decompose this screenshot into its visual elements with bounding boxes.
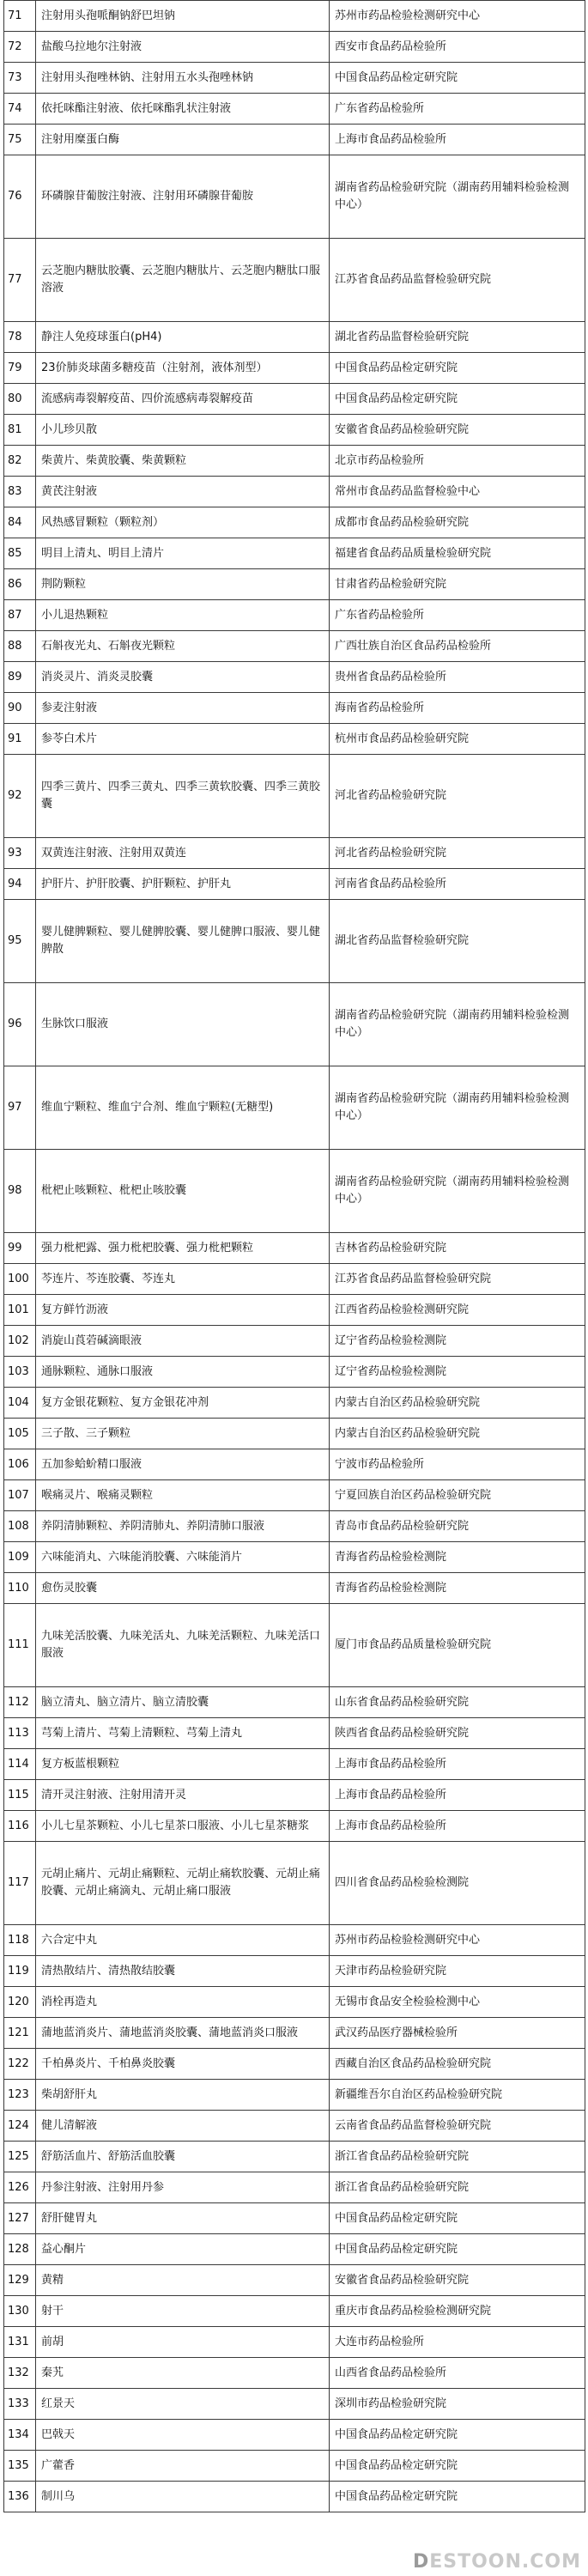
- testing-institution: 江西省药品检验检测研究院: [330, 1295, 585, 1326]
- row-number: 123: [4, 2080, 36, 2111]
- testing-institution: 青岛市食品药品检验研究院: [330, 1511, 585, 1542]
- product-name: 清热散结片、清热散结胶囊: [36, 1956, 330, 1987]
- product-name: 养阴清肺颗粒、养阴清肺丸、养阴清肺口服液: [36, 1511, 330, 1542]
- table-row: [4, 900, 585, 983]
- testing-institution: 贵州省食品药品检验所: [330, 662, 585, 693]
- row-number: 93: [4, 838, 36, 869]
- testing-institution: 中国食品药品检定研究院: [330, 63, 585, 94]
- product-name: 石斛夜光丸、石斛夜光颗粒: [36, 631, 330, 662]
- testing-institution: 内蒙古自治区药品检验研究院: [330, 1388, 585, 1419]
- testing-institution: 厦门市食品药品质量检验研究院: [330, 1604, 585, 1687]
- row-number: 73: [4, 63, 36, 94]
- table-row: [4, 1604, 585, 1687]
- table-row: [4, 2482, 585, 2512]
- table-row: [4, 446, 585, 477]
- testing-institution: 新疆维吾尔自治区药品检验研究院: [330, 2080, 585, 2111]
- product-name: 丹参注射液、注射用丹参: [36, 2172, 330, 2203]
- testing-institution: 广东省药品检验所: [330, 600, 585, 631]
- testing-institution: 内蒙古自治区药品检验研究院: [330, 1419, 585, 1449]
- testing-institution: 上海市食品药品检验所: [330, 125, 585, 155]
- testing-institution: 成都市食品药品检验研究院: [330, 507, 585, 538]
- product-name: 护肝片、护肝胶囊、护肝颗粒、护肝丸: [36, 869, 330, 900]
- testing-institution: 上海市食品药品检验所: [330, 1811, 585, 1842]
- row-number: 74: [4, 94, 36, 125]
- table-row: [4, 755, 585, 838]
- row-number: 95: [4, 900, 36, 983]
- product-name: 脑立清丸、脑立清片、脑立清胶囊: [36, 1687, 330, 1718]
- testing-institution: 福建省食品药品质量检验研究院: [330, 538, 585, 569]
- row-number: 82: [4, 446, 36, 477]
- product-name: 参苓白术片: [36, 724, 330, 755]
- row-number: 111: [4, 1604, 36, 1687]
- row-number: 100: [4, 1264, 36, 1295]
- testing-institution: 甘肃省药品检验研究院: [330, 569, 585, 600]
- product-name: 九味羌活胶囊、九味羌活丸、九味羌活颗粒、九味羌活口服液: [36, 1604, 330, 1687]
- table-row: [4, 1511, 585, 1542]
- table-row: [4, 1542, 585, 1573]
- table-row: [4, 32, 585, 63]
- testing-institution: 西安市食品药品检验所: [330, 32, 585, 63]
- row-number: 120: [4, 1987, 36, 2018]
- row-number: 101: [4, 1295, 36, 1326]
- product-name: 注射用头孢哌酮钠舒巴坦钠: [36, 1, 330, 32]
- product-name: 元胡止痛片、元胡止痛颗粒、元胡止痛软胶囊、元胡止痛胶囊、元胡止痛滴丸、元胡止痛口服液: [36, 1842, 330, 1925]
- product-name: 前胡: [36, 2327, 330, 2358]
- testing-institution: 陕西省食品药品检验研究院: [330, 1718, 585, 1749]
- product-name: 广藿香: [36, 2451, 330, 2482]
- row-number: 121: [4, 2018, 36, 2049]
- product-name: 舒肝健胃丸: [36, 2203, 330, 2234]
- table-row: [4, 1449, 585, 1480]
- table-row: [4, 538, 585, 569]
- table-row: [4, 600, 585, 631]
- row-number: 118: [4, 1925, 36, 1956]
- product-name: 盐酸乌拉地尔注射液: [36, 32, 330, 63]
- table-row: [4, 125, 585, 155]
- table-row: [4, 1956, 585, 1987]
- table-row: [4, 384, 585, 415]
- table-row: [4, 2172, 585, 2203]
- product-name: 芎菊上清片、芎菊上清颗粒、芎菊上清丸: [36, 1718, 330, 1749]
- product-name: 制川乌: [36, 2482, 330, 2512]
- row-number: 110: [4, 1573, 36, 1604]
- row-number: 102: [4, 1326, 36, 1357]
- row-number: 117: [4, 1842, 36, 1925]
- testing-institution: 山西省食品药品检验所: [330, 2358, 585, 2389]
- testing-institution: 苏州市药品检验检测研究中心: [330, 1, 585, 32]
- row-number: 96: [4, 983, 36, 1066]
- table-row: [4, 1687, 585, 1718]
- row-number: 89: [4, 662, 36, 693]
- row-number: 104: [4, 1388, 36, 1419]
- product-name: 静注人免疫球蛋白(pH4): [36, 322, 330, 353]
- testing-institution: 苏州市药品检验检测研究中心: [330, 1925, 585, 1956]
- product-name: 枇杷止咳颗粒、枇杷止咳胶囊: [36, 1150, 330, 1233]
- table-row: [4, 1573, 585, 1604]
- product-name: 巴戟天: [36, 2420, 330, 2451]
- product-name: 红景天: [36, 2389, 330, 2420]
- product-name: 五加参蛤蚧精口服液: [36, 1449, 330, 1480]
- row-number: 119: [4, 1956, 36, 1987]
- product-name: 注射用头孢唑林钠、注射用五水头孢唑林钠: [36, 63, 330, 94]
- row-number: 122: [4, 2049, 36, 2080]
- testing-institution: 重庆市食品药品检验检测研究院: [330, 2296, 585, 2327]
- table-row: [4, 415, 585, 446]
- table-row: [4, 662, 585, 693]
- row-number: 131: [4, 2327, 36, 2358]
- testing-institution: 上海市食品药品检验所: [330, 1749, 585, 1780]
- product-name: 小儿珍贝散: [36, 415, 330, 446]
- row-number: 78: [4, 322, 36, 353]
- product-name: 芩连片、芩连胶囊、芩连丸: [36, 1264, 330, 1295]
- row-number: 90: [4, 693, 36, 724]
- table-row: [4, 2203, 585, 2234]
- product-name: 柴黄片、柴黄胶囊、柴黄颗粒: [36, 446, 330, 477]
- table-row: [4, 1357, 585, 1388]
- product-name: 通脉颗粒、通脉口服液: [36, 1357, 330, 1388]
- table-row: [4, 1295, 585, 1326]
- product-name: 复方鲜竹沥液: [36, 1295, 330, 1326]
- table-row: [4, 507, 585, 538]
- table-row: [4, 1780, 585, 1811]
- row-number: 126: [4, 2172, 36, 2203]
- table-row: [4, 2358, 585, 2389]
- row-number: 97: [4, 1066, 36, 1150]
- product-name: 喉痛灵片、喉痛灵颗粒: [36, 1480, 330, 1511]
- product-name: 婴儿健脾颗粒、婴儿健脾胶囊、婴儿健脾口服液、婴儿健脾散: [36, 900, 330, 983]
- testing-institution: 海南省药品检验所: [330, 693, 585, 724]
- table-row: [4, 1388, 585, 1419]
- product-name: 黄芪注射液: [36, 477, 330, 507]
- site-watermark: DESTOON.COM: [412, 2551, 581, 2573]
- testing-institution: 大连市药品检验所: [330, 2327, 585, 2358]
- product-name: 消旋山莨菪碱滴眼液: [36, 1326, 330, 1357]
- testing-institution: 中国食品药品检定研究院: [330, 384, 585, 415]
- row-number: 114: [4, 1749, 36, 1780]
- table-row: [4, 1, 585, 32]
- testing-institution: 湖北省药品监督检验研究院: [330, 900, 585, 983]
- testing-institution: 河南省食品药品检验所: [330, 869, 585, 900]
- product-name: 依托咪酯注射液、依托咪酯乳状注射液: [36, 94, 330, 125]
- table-row: [4, 2049, 585, 2080]
- testing-institution: 广西壮族自治区食品药品检验所: [330, 631, 585, 662]
- table-row: [4, 2296, 585, 2327]
- testing-institution: 中国食品药品检定研究院: [330, 2420, 585, 2451]
- testing-institution: 浙江省食品药品检验研究院: [330, 2142, 585, 2172]
- table-row: [4, 477, 585, 507]
- row-number: 133: [4, 2389, 36, 2420]
- product-name: 明目上清丸、明目上清片: [36, 538, 330, 569]
- table-row: [4, 2420, 585, 2451]
- row-number: 88: [4, 631, 36, 662]
- row-number: 77: [4, 239, 36, 322]
- testing-institution: 天津市药品检验研究院: [330, 1956, 585, 1987]
- table-row: [4, 631, 585, 662]
- table-row: [4, 838, 585, 869]
- table-row: [4, 1987, 585, 2018]
- row-number: 103: [4, 1357, 36, 1388]
- table-row: [4, 983, 585, 1066]
- testing-institution: 青海省药品检验检测院: [330, 1573, 585, 1604]
- row-number: 85: [4, 538, 36, 569]
- testing-institution: 安徽省食品药品检验研究院: [330, 2265, 585, 2296]
- inspection-table: [3, 0, 585, 2512]
- testing-institution: 湖南省药品检验研究院（湖南药用辅料检验检测中心）: [330, 1066, 585, 1150]
- table-row: [4, 94, 585, 125]
- product-name: 蒲地蓝消炎片、蒲地蓝消炎胶囊、蒲地蓝消炎口服液: [36, 2018, 330, 2049]
- row-number: 76: [4, 155, 36, 239]
- testing-institution: 宁波市药品检验所: [330, 1449, 585, 1480]
- testing-institution: 四川省食品药品检验检测院: [330, 1842, 585, 1925]
- row-number: 86: [4, 569, 36, 600]
- table-row: [4, 239, 585, 322]
- row-number: 87: [4, 600, 36, 631]
- testing-institution: 辽宁省药品检验检测院: [330, 1326, 585, 1357]
- row-number: 112: [4, 1687, 36, 1718]
- table-row: [4, 1811, 585, 1842]
- product-name: 舒筋活血片、舒筋活血胶囊: [36, 2142, 330, 2172]
- table-row: [4, 2265, 585, 2296]
- testing-institution: 上海市食品药品检验所: [330, 1780, 585, 1811]
- product-name: 清开灵注射液、注射用清开灵: [36, 1780, 330, 1811]
- table-row: [4, 1326, 585, 1357]
- row-number: 80: [4, 384, 36, 415]
- row-number: 106: [4, 1449, 36, 1480]
- row-number: 136: [4, 2482, 36, 2512]
- testing-institution: 深圳市药品检验研究院: [330, 2389, 585, 2420]
- product-name: 双黄连注射液、注射用双黄连: [36, 838, 330, 869]
- row-number: 113: [4, 1718, 36, 1749]
- testing-institution: 河北省药品检验研究院: [330, 755, 585, 838]
- product-name: 23价肺炎球菌多糖疫苗（注射剂，液体剂型）: [36, 353, 330, 384]
- product-name: 强力枇杷露、强力枇杷胶囊、强力枇杷颗粒: [36, 1233, 330, 1264]
- row-number: 128: [4, 2234, 36, 2265]
- product-name: 三子散、三子颗粒: [36, 1419, 330, 1449]
- row-number: 105: [4, 1419, 36, 1449]
- row-number: 91: [4, 724, 36, 755]
- product-name: 风热感冒颗粒（颗粒剂）: [36, 507, 330, 538]
- product-name: 环磷腺苷葡胺注射液、注射用环磷腺苷葡胺: [36, 155, 330, 239]
- product-name: 秦艽: [36, 2358, 330, 2389]
- row-number: 116: [4, 1811, 36, 1842]
- product-name: 益心酮片: [36, 2234, 330, 2265]
- product-name: 流感病毒裂解疫苗、四价流感病毒裂解疫苗: [36, 384, 330, 415]
- table-row: [4, 693, 585, 724]
- table-body: [4, 1, 585, 2512]
- testing-institution: 无锡市食品安全检验检测中心: [330, 1987, 585, 2018]
- table-row: [4, 2234, 585, 2265]
- row-number: 107: [4, 1480, 36, 1511]
- product-name: 消栓再造丸: [36, 1987, 330, 2018]
- testing-institution: 北京市药品检验所: [330, 446, 585, 477]
- table-row: [4, 2327, 585, 2358]
- testing-institution: 湖南省药品检验研究院（湖南药用辅料检验检测中心）: [330, 983, 585, 1066]
- product-name: 维血宁颗粒、维血宁合剂、维血宁颗粒(无糖型): [36, 1066, 330, 1150]
- row-number: 99: [4, 1233, 36, 1264]
- testing-institution: 江苏省食品药品监督检验研究院: [330, 1264, 585, 1295]
- row-number: 135: [4, 2451, 36, 2482]
- product-name: 愈伤灵胶囊: [36, 1573, 330, 1604]
- row-number: 75: [4, 125, 36, 155]
- table-row: [4, 1749, 585, 1780]
- product-name: 复方金银花颗粒、复方金银花冲剂: [36, 1388, 330, 1419]
- table-row: [4, 569, 585, 600]
- product-name: 注射用糜蛋白酶: [36, 125, 330, 155]
- product-name: 小儿退热颗粒: [36, 600, 330, 631]
- product-name: 柴胡舒肝丸: [36, 2080, 330, 2111]
- table-row: [4, 724, 585, 755]
- row-number: 81: [4, 415, 36, 446]
- product-name: 荆防颗粒: [36, 569, 330, 600]
- table-row: [4, 155, 585, 239]
- table-row: [4, 2080, 585, 2111]
- product-name: 六味能消丸、六味能消胶囊、六味能消片: [36, 1542, 330, 1573]
- product-name: 参麦注射液: [36, 693, 330, 724]
- row-number: 72: [4, 32, 36, 63]
- testing-institution: 中国食品药品检定研究院: [330, 2451, 585, 2482]
- table-row: [4, 2111, 585, 2142]
- row-number: 125: [4, 2142, 36, 2172]
- table-row: [4, 1150, 585, 1233]
- row-number: 79: [4, 353, 36, 384]
- table-row: [4, 2451, 585, 2482]
- product-name: 小儿七星茶颗粒、小儿七星茶口服液、小儿七星茶糖浆: [36, 1811, 330, 1842]
- testing-institution: 湖南省药品检验研究院（湖南药用辅料检验检测中心）: [330, 1150, 585, 1233]
- testing-institution: 中国食品药品检定研究院: [330, 2203, 585, 2234]
- product-name: 黄精: [36, 2265, 330, 2296]
- row-number: 115: [4, 1780, 36, 1811]
- row-number: 109: [4, 1542, 36, 1573]
- testing-institution: 安徽省食品药品检验研究院: [330, 415, 585, 446]
- testing-institution: 云南省食品药品监督检验研究院: [330, 2111, 585, 2142]
- row-number: 83: [4, 477, 36, 507]
- testing-institution: 中国食品药品检定研究院: [330, 2482, 585, 2512]
- testing-institution: 杭州市食品药品检验研究院: [330, 724, 585, 755]
- row-number: 94: [4, 869, 36, 900]
- product-name: 复方板蓝根颗粒: [36, 1749, 330, 1780]
- table-row: [4, 869, 585, 900]
- testing-institution: 吉林省药品检验研究院: [330, 1233, 585, 1264]
- testing-institution: 辽宁省药品检验检测院: [330, 1357, 585, 1388]
- product-name: 四季三黄片、四季三黄丸、四季三黄软胶囊、四季三黄胶囊: [36, 755, 330, 838]
- testing-institution: 西藏自治区食品药品检验研究院: [330, 2049, 585, 2080]
- product-name: 射干: [36, 2296, 330, 2327]
- testing-institution: 湖南省药品检验研究院（湖南药用辅料检验检测中心）: [330, 155, 585, 239]
- testing-institution: 武汉药品医疗器械检验所: [330, 2018, 585, 2049]
- table-row: [4, 1233, 585, 1264]
- testing-institution: 河北省药品检验研究院: [330, 838, 585, 869]
- testing-institution: 浙江省食品药品检验研究院: [330, 2172, 585, 2203]
- table-row: [4, 2142, 585, 2172]
- row-number: 132: [4, 2358, 36, 2389]
- product-name: 千柏鼻炎片、千柏鼻炎胶囊: [36, 2049, 330, 2080]
- table-row: [4, 1066, 585, 1150]
- testing-institution: 湖北省药品监督检验研究院: [330, 322, 585, 353]
- testing-institution: 中国食品药品检定研究院: [330, 2234, 585, 2265]
- testing-institution: 青海省药品检验检测院: [330, 1542, 585, 1573]
- testing-institution: 中国食品药品检定研究院: [330, 353, 585, 384]
- testing-institution: 宁夏回族自治区药品检验研究院: [330, 1480, 585, 1511]
- table-row: [4, 1925, 585, 1956]
- row-number: 71: [4, 1, 36, 32]
- testing-institution: 山东省食品药品检验研究院: [330, 1687, 585, 1718]
- row-number: 127: [4, 2203, 36, 2234]
- row-number: 134: [4, 2420, 36, 2451]
- row-number: 108: [4, 1511, 36, 1542]
- product-name: 生脉饮口服液: [36, 983, 330, 1066]
- testing-institution: 常州市食品药品监督检验中心: [330, 477, 585, 507]
- row-number: 130: [4, 2296, 36, 2327]
- table-row: [4, 1842, 585, 1925]
- table-row: [4, 63, 585, 94]
- table-row: [4, 2389, 585, 2420]
- product-name: 云芝胞内糖肽胶囊、云芝胞内糖肽片、云芝胞内糖肽口服溶液: [36, 239, 330, 322]
- product-name: 消炎灵片、消炎灵胶囊: [36, 662, 330, 693]
- table-row: [4, 2018, 585, 2049]
- row-number: 84: [4, 507, 36, 538]
- row-number: 124: [4, 2111, 36, 2142]
- row-number: 92: [4, 755, 36, 838]
- table-row: [4, 1264, 585, 1295]
- table-row: [4, 1480, 585, 1511]
- testing-institution: 广东省药品检验所: [330, 94, 585, 125]
- table-row: [4, 1419, 585, 1449]
- product-name: 健儿清解液: [36, 2111, 330, 2142]
- product-name: 六合定中丸: [36, 1925, 330, 1956]
- testing-institution: 江苏省食品药品监督检验研究院: [330, 239, 585, 322]
- row-number: 129: [4, 2265, 36, 2296]
- table-row: [4, 322, 585, 353]
- table-row: [4, 1718, 585, 1749]
- row-number: 98: [4, 1150, 36, 1233]
- table-row: [4, 353, 585, 384]
